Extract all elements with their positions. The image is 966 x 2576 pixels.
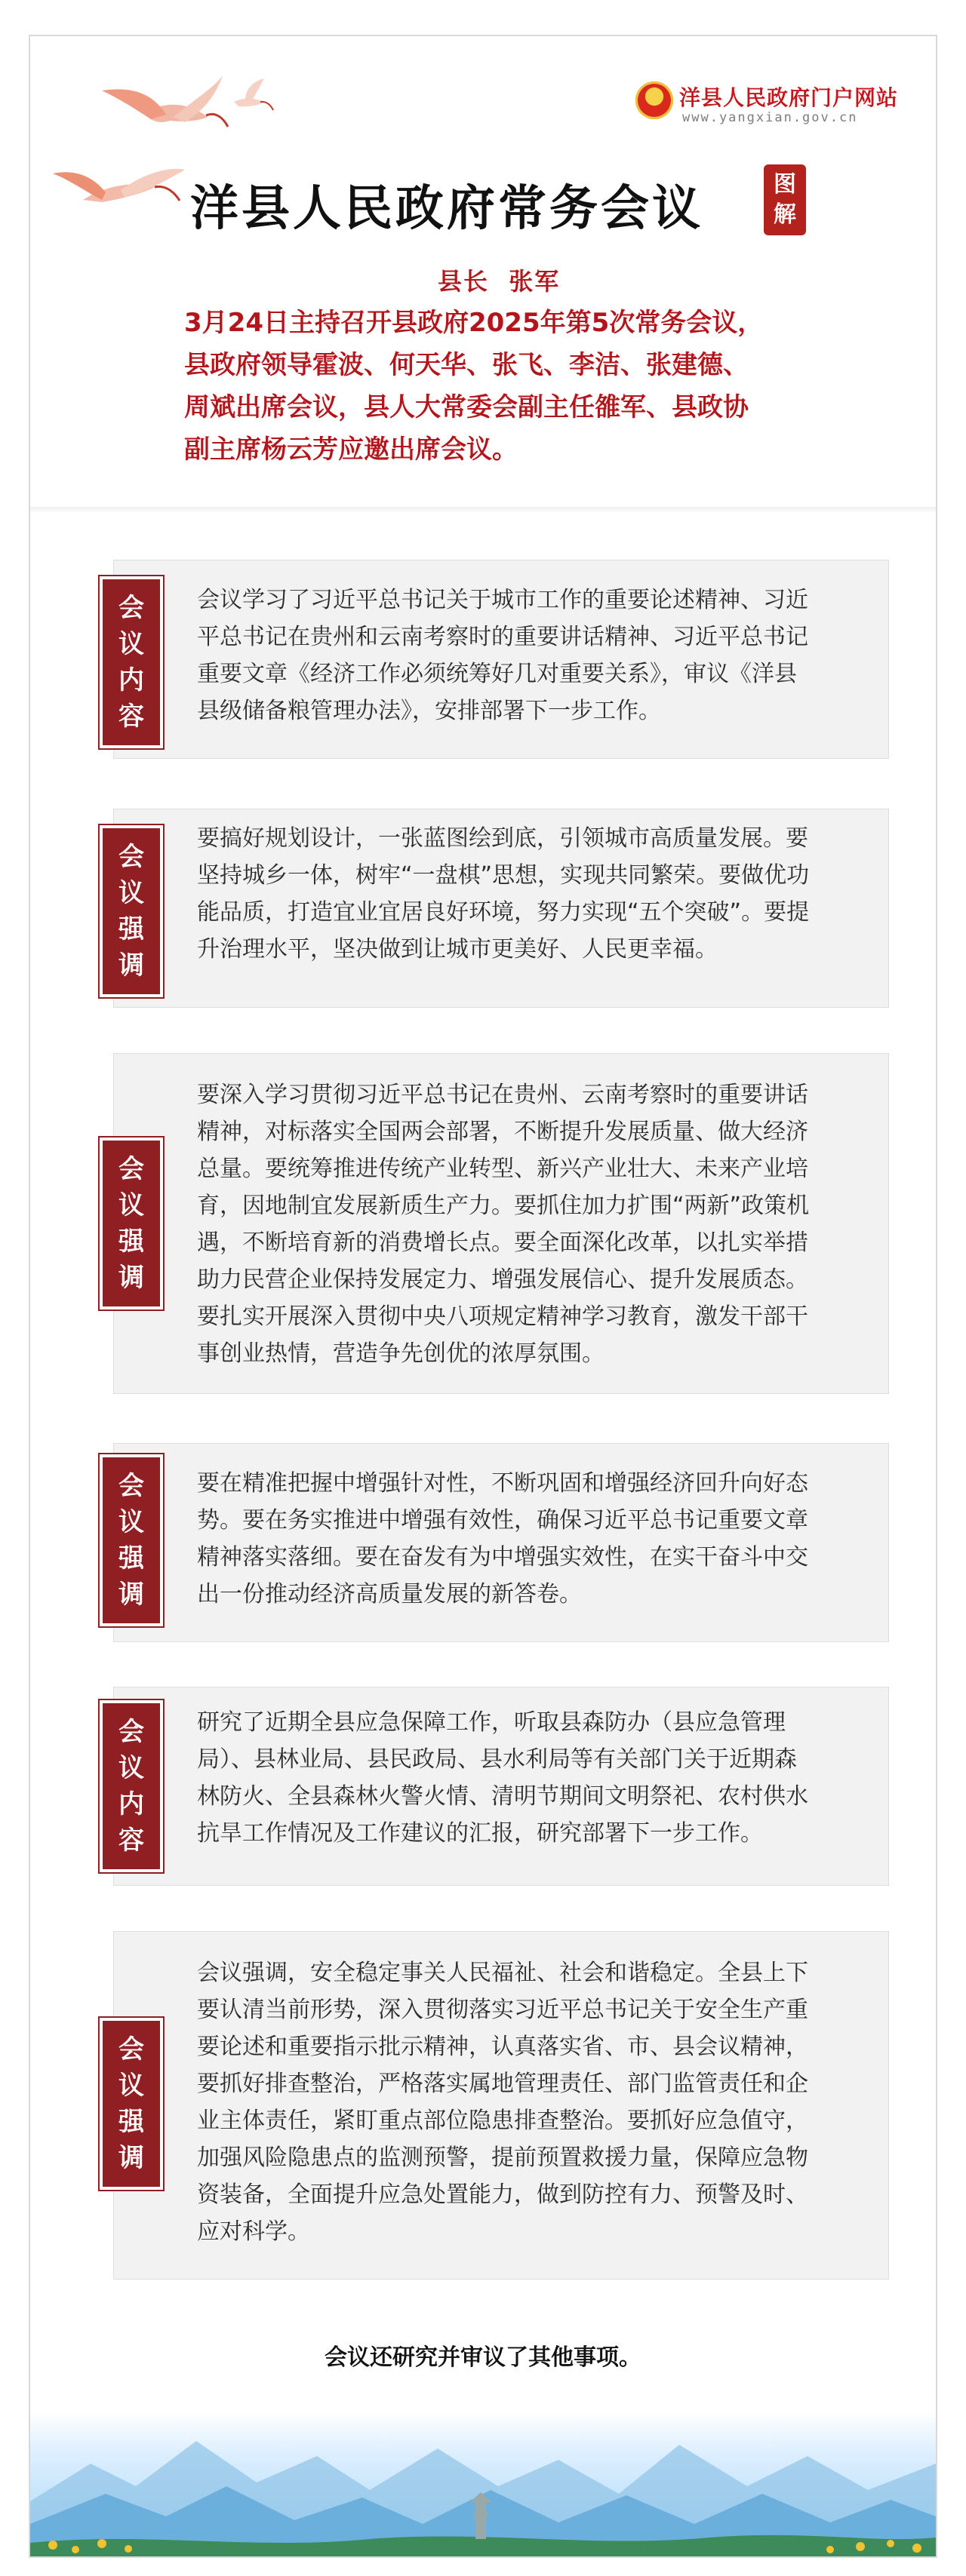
tag-char: 容 xyxy=(118,1825,144,1856)
text-line: 能品质，打造宜业宜居良好环境，努力实现“五个突破”。要提 xyxy=(197,899,810,926)
section-tag xyxy=(100,1138,163,1309)
tujie-seal xyxy=(764,164,806,235)
tag-char: 会 xyxy=(118,593,144,623)
landscape-illustration xyxy=(30,2411,936,2556)
top-margin xyxy=(0,0,966,35)
tag-char: 会 xyxy=(118,1471,144,1501)
text-line: 要论述和重要指示批示精神，认真落实省、市、县会议精神， xyxy=(197,2034,808,2060)
section-text xyxy=(197,820,809,968)
text-line: 育，因地制宜发展新质生产力。要抓住加力扩围“两新”政策机 xyxy=(197,1193,810,1219)
text-line: 要认清当前形势，深入贯彻落实习近平总书记关于安全生产重 xyxy=(197,1997,808,2023)
page-title: 洋县人民政府常务会议 xyxy=(190,181,703,237)
text-line: 出一份推动经济高质量发展的新答卷。 xyxy=(197,1581,582,1607)
seal-char: 解 xyxy=(774,201,796,228)
text-line: 要深入学习贯彻习近平总书记在贵州、云南考察时的重要讲话 xyxy=(197,1082,808,1108)
tag-char: 议 xyxy=(118,629,144,659)
section-meeting-emphasis xyxy=(113,809,889,1008)
text-line: 局）、县林业局、县民政局、县水利局等有关部门关于近期森 xyxy=(197,1746,797,1773)
mountain-landscape-icon xyxy=(30,2411,936,2556)
text-line: 要抓好排查整治，严格落实属地管理责任、部门监管责任和企 xyxy=(197,2071,808,2097)
section-meeting-content xyxy=(113,1687,889,1886)
tag-char: 会 xyxy=(118,2034,144,2065)
tag-char: 议 xyxy=(118,1190,144,1220)
text-line: 业主体责任，紧盯重点部位隐患排查整治。要抓好应急值守， xyxy=(197,2108,808,2134)
intro-line: 县政府领导霍波、何天华、张飞、李洁、张建德、 xyxy=(184,350,749,380)
intro-line: 3月24日主持召开县政府2025年第5次常务会议， xyxy=(184,308,764,338)
text-line: 会议强调，安全稳定事关人民福祉、社会和谐稳定。全县上下 xyxy=(197,1960,808,1986)
tag-char: 内 xyxy=(118,665,144,695)
site-url[interactable]: www.yangxian.gov.cn xyxy=(682,110,858,125)
text-line: 遇，不断培育新的消费增长点。要全面深化改革，以扎实举措 xyxy=(197,1230,808,1256)
intro-line: 副主席杨云芳应邀出席会议。 xyxy=(184,434,518,465)
text-line: 总量。要统筹推进传统产业转型、新兴产业壮大、未来产业培 xyxy=(197,1156,808,1182)
text-line: 要扎实开展深入贯彻中央八项规定精神学习教育，激发干部干 xyxy=(197,1303,808,1330)
tag-char: 容 xyxy=(118,702,144,732)
text-line: 林防火、全县森林火警火情、清明节期间文明祭祀、农村供水 xyxy=(197,1783,808,1810)
closing-statement: 会议还研究并审议了其他事项。 xyxy=(325,2344,641,2371)
tag-char: 强 xyxy=(118,1543,144,1574)
text-line: 势。要在务实推进中增强有效性，确保习近平总书记重要文章 xyxy=(197,1507,808,1534)
tag-char: 强 xyxy=(118,1227,144,1257)
section-meeting-content xyxy=(113,560,889,759)
seal-char: 图 xyxy=(774,171,796,198)
text-line: 县级储备粮管理办法》，安排部署下一步工作。 xyxy=(197,698,661,724)
intro-paragraph xyxy=(184,302,803,471)
text-line: 精神，对标落实全国两会部署，不断提升发展质量、做大经济 xyxy=(197,1119,808,1145)
site-name[interactable]: 洋县人民政府门户网站 xyxy=(679,85,899,110)
section-text xyxy=(197,1465,808,1613)
presider-line: 县长 张军 xyxy=(438,267,561,296)
tag-char: 强 xyxy=(118,2107,144,2137)
text-line: 平总书记在贵州和云南考察时的重要讲话精神、习近平总书记 xyxy=(197,624,808,650)
section-meeting-emphasis xyxy=(113,1931,889,2280)
section-tag xyxy=(100,576,163,748)
text-line: 要搞好规划设计，一张蓝图绘到底，引领城市高质量发展。要 xyxy=(197,825,808,852)
tag-char: 调 xyxy=(118,950,144,981)
tag-char: 内 xyxy=(118,1789,144,1819)
text-line: 坚持城乡一体，树牢“一盘棋”思想，实现共同繁荣。要做优功 xyxy=(197,862,810,889)
tag-char: 会 xyxy=(118,1717,144,1747)
text-line: 重要文章《经济工作必须统筹好几对重要关系》，审议《洋县 xyxy=(197,661,797,687)
text-line: 助力民营企业保持发展定力、增强发展信心、提升发展质态。 xyxy=(197,1267,808,1293)
tag-char: 议 xyxy=(118,1753,144,1783)
section-meeting-emphasis xyxy=(113,1053,889,1394)
section-text xyxy=(197,1954,808,2250)
tag-char: 调 xyxy=(118,1580,144,1610)
text-line: 应对科学。 xyxy=(197,2218,310,2245)
tag-char: 议 xyxy=(118,1507,144,1537)
section-text xyxy=(197,582,808,729)
text-line: 会议学习了习近平总书记关于城市工作的重要论述精神、习近 xyxy=(197,587,808,613)
text-line: 加强风险隐患点的监测预警，提前预置救援力量，保障应急物 xyxy=(197,2145,808,2171)
text-line: 研究了近期全县应急保障工作，听取县森防办（县应急管理 xyxy=(197,1709,786,1736)
section-text xyxy=(197,1076,809,1372)
text-line: 事创业热情，营造争先创优的浓厚氛围。 xyxy=(197,1340,605,1367)
text-line: 精神落实落细。要在奋发有为中增强实效性，在实干奋斗中交 xyxy=(197,1544,808,1570)
tag-char: 议 xyxy=(118,2071,144,2101)
section-meeting-emphasis xyxy=(113,1443,889,1642)
tag-char: 调 xyxy=(118,1263,144,1293)
text-line: 资装备，全面提升应急处置能力，做到防控有力、预警及时、 xyxy=(197,2181,808,2208)
intro-line: 周斌出席会议，县人大常委会副主任雒军、县政协 xyxy=(184,392,749,422)
section-text xyxy=(197,1704,808,1852)
section-tag xyxy=(100,825,163,997)
tag-char: 会 xyxy=(118,842,144,872)
text-line: 要在精准把握中增强针对性，不断巩固和增强经济回升向好态 xyxy=(197,1470,808,1497)
tag-char: 会 xyxy=(118,1154,144,1184)
text-line: 升治理水平，坚决做到让城市更美好、人民更幸福。 xyxy=(197,936,718,963)
government-emblem-icon xyxy=(635,81,673,119)
header-divider xyxy=(30,507,936,513)
text-line: 抗旱工作情况及工作建议的汇报，研究部署下一步工作。 xyxy=(197,1820,763,1847)
section-tag xyxy=(100,1454,163,1626)
tag-char: 议 xyxy=(118,878,144,908)
section-tag xyxy=(100,1700,163,1872)
tag-char: 调 xyxy=(118,2143,144,2173)
tag-char: 强 xyxy=(118,914,144,944)
section-tag xyxy=(100,2018,163,2190)
